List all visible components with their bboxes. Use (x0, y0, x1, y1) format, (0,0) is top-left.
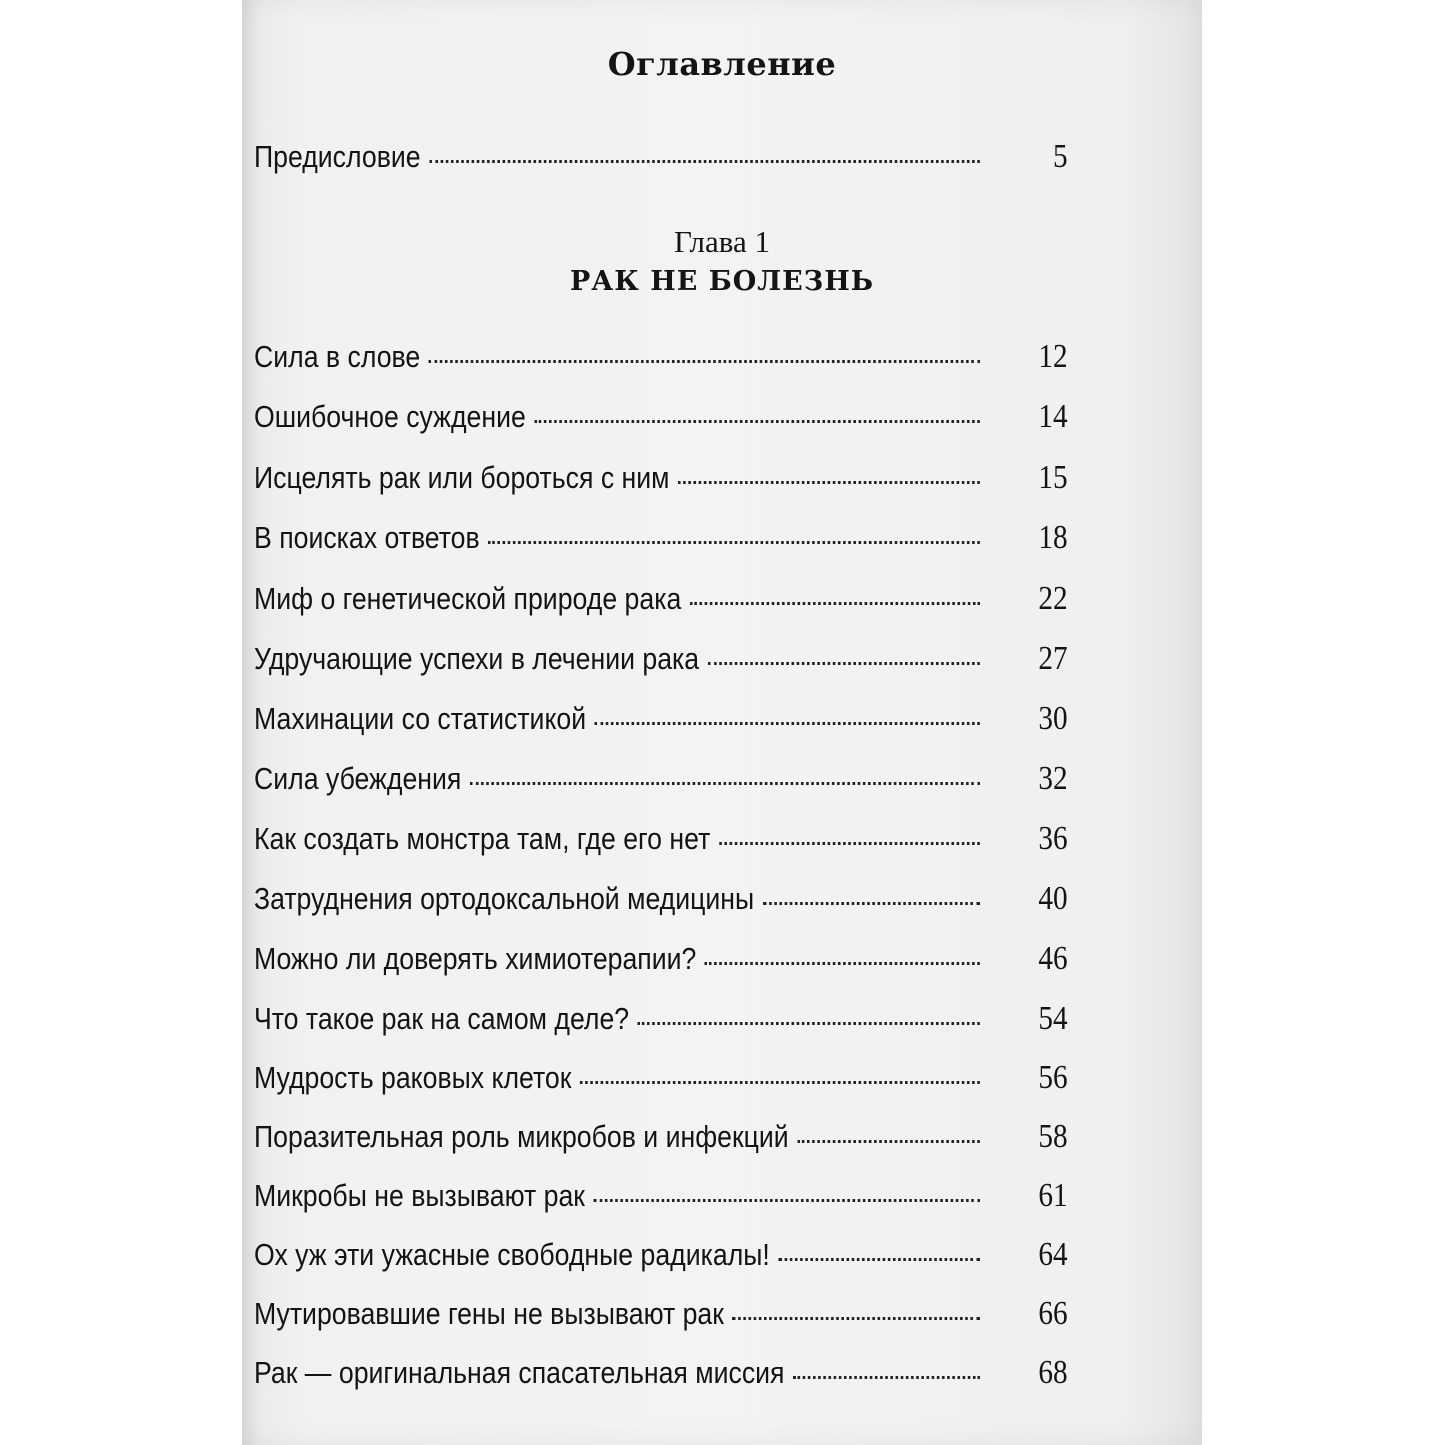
toc-entry-page: 22 (1038, 580, 1068, 617)
dot-leader (470, 782, 980, 785)
toc-entry-page: 5 (1052, 138, 1068, 175)
toc-entry (254, 816, 1068, 862)
dot-leader (429, 360, 980, 363)
dot-leader (678, 481, 980, 484)
toc-entry (254, 1350, 1068, 1396)
toc-entry (254, 996, 1068, 1042)
dot-leader (580, 1081, 980, 1084)
dot-leader (708, 662, 980, 665)
toc-entry-label: Ошибочное суждение (254, 399, 526, 434)
toc-entry (254, 1232, 1068, 1278)
dot-leader (797, 1140, 980, 1143)
toc-entry (254, 936, 1068, 982)
dot-leader (705, 962, 980, 965)
toc-entry (254, 876, 1068, 922)
dot-leader (534, 420, 979, 423)
book-page (242, 0, 1202, 1445)
chapter-number: Глава 1 (673, 224, 771, 259)
toc-entry-page: 68 (1038, 1354, 1068, 1391)
dot-leader (690, 602, 980, 605)
toc-entry-page: 36 (1038, 820, 1068, 857)
toc-entry-page: 46 (1038, 940, 1068, 977)
toc-entry (254, 394, 1068, 440)
toc-entry (254, 576, 1068, 622)
toc-entry-preface (254, 134, 1068, 180)
toc-entry-page: 61 (1038, 1177, 1068, 1214)
toc-entry-page: 30 (1038, 700, 1068, 737)
toc-entry-page: 40 (1038, 880, 1068, 917)
dot-leader (733, 1317, 980, 1320)
toc-entry-page: 58 (1038, 1118, 1068, 1155)
toc-entry-page: 15 (1038, 459, 1068, 496)
toc-entry-label: Ох уж эти ужасные свободные радикалы! (254, 1237, 770, 1272)
toc-entry-label: Рак — оригинальная спасательная миссия (254, 1355, 785, 1390)
toc-entry (254, 1114, 1068, 1160)
dot-leader (429, 160, 980, 163)
toc-entry-label: Затруднения ортодоксальной медицины (254, 881, 755, 916)
toc-entry-label: Миф о генетической природе рака (254, 581, 682, 616)
toc-entry-label: Предисловие (254, 139, 421, 174)
dot-leader (638, 1022, 980, 1025)
toc-title: Оглавление (607, 45, 837, 83)
toc-entry-label: Сила убеждения (254, 761, 462, 796)
toc-entry-page: 56 (1038, 1059, 1068, 1096)
toc-entry-page: 32 (1038, 760, 1068, 797)
toc-entry (254, 1055, 1068, 1101)
toc-entry-label: Мудрость раковых клеток (254, 1060, 572, 1095)
dot-leader (793, 1376, 980, 1379)
toc-entry (254, 515, 1068, 561)
toc-entry-label: В поисках ответов (254, 520, 480, 555)
toc-entry-page: 66 (1038, 1295, 1068, 1332)
toc-entry-page: 18 (1038, 519, 1068, 556)
toc-entry-page: 14 (1038, 398, 1068, 435)
toc-entry-page: 27 (1038, 640, 1068, 677)
toc-entry (254, 1291, 1068, 1337)
toc-entry-label: Что такое рак на самом деле? (254, 1001, 630, 1036)
toc-entry (254, 455, 1068, 501)
toc-entry-label: Сила в слове (254, 339, 421, 374)
dot-leader (719, 842, 980, 845)
dot-leader (595, 722, 980, 725)
toc-entry-label: Как создать монстра там, где его нет (254, 821, 711, 856)
toc-entry-page: 12 (1038, 338, 1068, 375)
toc-entry (254, 696, 1068, 742)
toc-entry-label: Исцелять рак или бороться с ним (254, 460, 670, 495)
toc-entry-label: Можно ли доверять химиотерапии? (254, 941, 697, 976)
dot-leader (594, 1199, 980, 1202)
chapter-title: РАК НЕ БОЛЕЗНЬ (569, 266, 875, 297)
toc-entry-label: Мутировавшие гены не вызывают рак (254, 1296, 724, 1331)
toc-entry-page: 64 (1038, 1236, 1068, 1273)
dot-leader (778, 1258, 979, 1261)
dot-leader (763, 902, 980, 905)
toc-entry-page: 54 (1038, 1000, 1068, 1037)
toc-entry-label: Поразительная роль микробов и инфекций (254, 1119, 789, 1154)
toc-entry (254, 636, 1068, 682)
toc-entry (254, 1173, 1068, 1219)
toc-entry (254, 756, 1068, 802)
toc-entry-label: Махинации со статистикой (254, 701, 587, 736)
toc-entry (254, 334, 1068, 380)
toc-entry-label: Микробы не вызывают рак (254, 1178, 585, 1213)
dot-leader (488, 541, 980, 544)
toc-entry-label: Удручающие успехи в лечении рака (254, 641, 700, 676)
